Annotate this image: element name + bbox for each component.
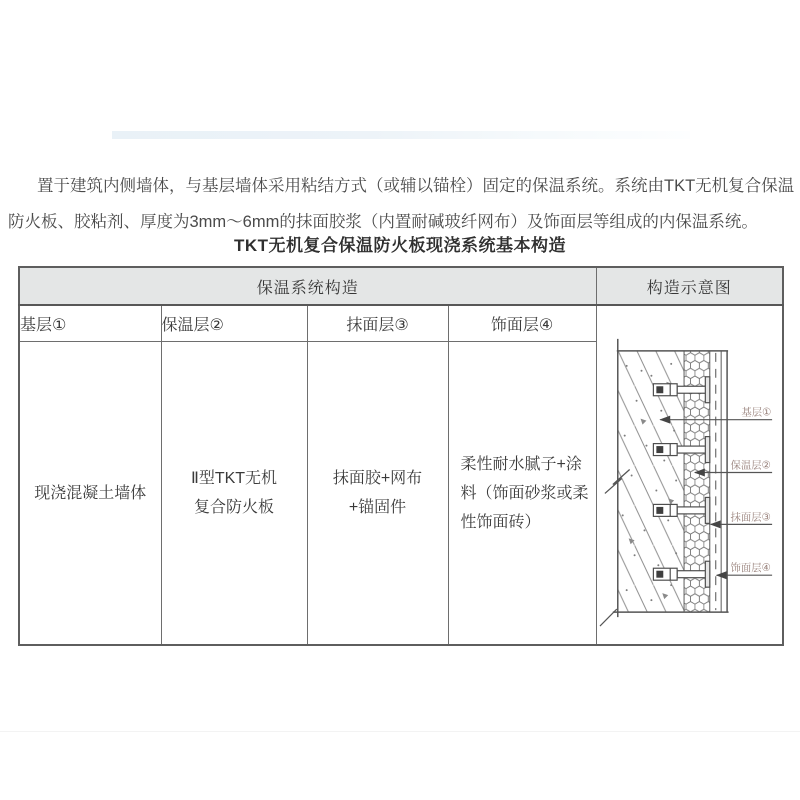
layer-label-plaster: 抹面层③ [730,512,771,524]
intro-paragraph: 置于建筑内侧墙体，与基层墙体采用粘结方式（或辅以锚栓）固定的保温系统。系统由TKT无机复合保温防火板、胶粘剂、厚度为3mm～6mm的抹面胶浆（内置耐碱玻纤网布）及饰面层等组成的内保温系统。 [8,176,795,231]
faint-highlight-band [112,131,690,139]
construction-diagram-cell [596,305,783,645]
construction-table [18,266,784,646]
cell-finish-layer-text: 柔性耐水腻子+涂料（饰面砂浆或柔性饰面砖） [460,455,589,531]
column-header-plaster-layer: 抹面层③ [307,305,448,342]
cell-insulation-layer [161,342,307,646]
cell-plaster-layer-text: 抹面胶+网布+锚固件 [332,470,423,516]
cell-insulation-layer-text: Ⅱ型TKT无机复合防火板 [190,470,278,516]
layer-label-base: 基层① [740,407,771,419]
wall-section-diagram [597,306,782,644]
group-header-diagram: 构造示意图 [596,267,783,305]
cell-base-layer [19,342,161,646]
layer-label-insulation: 保温层② [730,460,771,472]
cell-finish-layer [448,342,596,646]
column-header-insulation-layer: 保温层② [161,305,307,342]
column-header-finish-layer: 饰面层④ [448,305,596,342]
table-title: TKT无机复合保温防火板现浇系统基本构造 [233,236,567,255]
cell-base-layer-text: 现浇混凝土墙体 [34,484,147,502]
bottom-corner-tick [599,609,616,626]
page-bottom-divider [0,731,800,732]
layer-label-finish: 饰面层④ [730,563,771,575]
column-header-base-layer: 基层① [19,305,161,342]
group-header-system: 保温系统构造 [19,267,596,305]
cell-plaster-layer [307,342,448,646]
